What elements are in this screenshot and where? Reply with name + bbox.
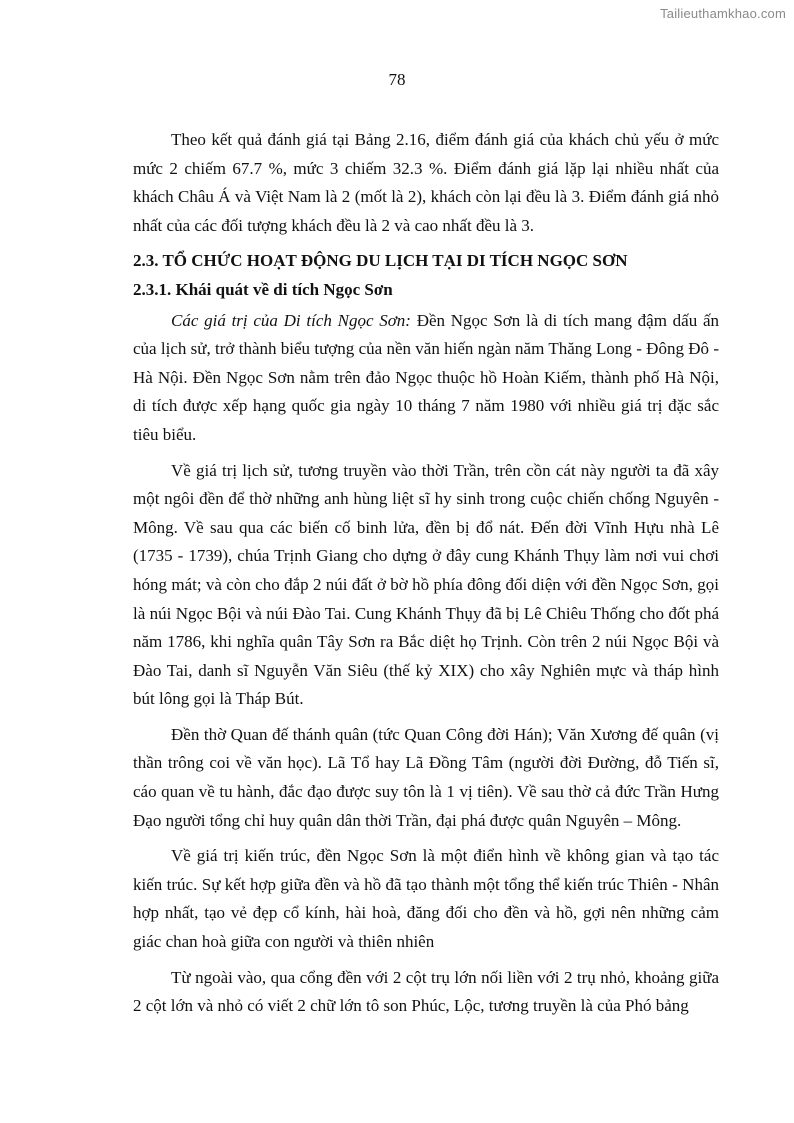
- subsection-heading: 2.3.1. Khái quát về di tích Ngọc Sơn: [133, 279, 393, 299]
- paragraph-architectural-value: Về giá trị kiến trúc, đền Ngọc Sơn là một điển hình về không gian và tạo tác kiến trúc. Sự kết hợp giữa đền và hồ đã tạo thành một tổng thể kiến trúc Thiên - Nhân hợp nhất, tạo vẻ đẹp cổ kính, hài hoà, đăng đối cho đền và hồ, gợi nên những cảm giác chan hoà giữa con người và thiên nhiên: [133, 846, 719, 952]
- page-number: 78: [388, 70, 406, 89]
- document-body: [133, 126, 719, 1028]
- paragraph-site-values: [133, 307, 719, 450]
- paragraph-body-text: Đền Ngọc Sơn là di tích mang đậm dấu ấn của lịch sử, trở thành biểu tượng của nền văn hiến ngàn năm Thăng Long - Đông Đô - Hà Nội. Đền Ngọc Sơn nằm trên đảo Ngọc thuộc hồ Hoàn Kiếm, thành phố Hà Nội, di tích được xếp hạng quốc gia ngày 10 tháng 7 năm 1980 với nhiều giá trị đặc sắc tiêu biểu.: [133, 310, 720, 444]
- paragraph-worshipped-figures: Đền thờ Quan đế thánh quân (tức Quan Công đời Hán); Văn Xương đế quân (vị thần trông coi về văn học). Lã Tổ hay Lã Đồng Tâm (người đời Đường, đỗ Tiến sĩ, cáo quan về tu hành, đắc đạo được suy tôn là 1 vị tiên). Về sau thờ cả đức Trần Hưng Đạo người tổng chỉ huy quân dân thời Trần, đại phá được quân Nguyên – Mông.: [133, 724, 719, 830]
- section-heading: 2.3. TỔ CHỨC HOẠT ĐỘNG DU LỊCH TẠI DI TÍCH NGỌC SƠN: [133, 251, 628, 271]
- paragraph-temple-gate: Từ ngoài vào, qua cổng đền với 2 cột trụ lớn nối liền với 2 trụ nhỏ, khoảng giữa 2 cột lớn và nhỏ có viết 2 chữ lớn tô son Phúc, Lộc, tương truyền là của Phó bảng: [133, 967, 719, 1016]
- paragraph-evaluation-summary: Theo kết quả đánh giá tại Bảng 2.16, điểm đánh giá của khách chủ yếu ở mức mức 2 chiếm 67.7 %, mức 3 chiếm 32.3 %. Điểm đánh giá lặp lại nhiều nhất của khách Châu Á và Việt Nam là 2 (mốt là 2), khách còn lại đều là 3. Điểm đánh giá nhỏ nhất của các đối tượng khách đều là 2 và cao nhất đều là 3.: [133, 130, 719, 235]
- watermark-text: Tailieuthamkhao.com: [660, 6, 786, 21]
- paragraph-lead-italic: Các giá trị của Di tích Ngọc Sơn:: [171, 310, 411, 330]
- paragraph-historical-value: Về giá trị lịch sử, tương truyền vào thời Trần, trên cồn cát này người ta đã xây một ngôi đền để thờ những anh hùng liệt sĩ hy sinh trong cuộc chiến chống Nguyên - Mông. Về sau qua các biến cố binh lửa, đền bị đổ nát. Đến đời Vĩnh Hựu nhà Lê (1735 - 1739), chúa Trịnh Giang cho dựng ở đây cung Khánh Thụy làm nơi vui chơi hóng mát; và còn cho đắp 2 núi đất ở bờ hồ phía đông đối diện với đền Ngọc Sơn, gọi là núi Ngọc Bội và núi Đào Tai. Cung Khánh Thụy đã bị Lê Chiêu Thống cho đốt phá năm 1786, khi nghĩa quân Tây Sơn ra Bắc diệt họ Trịnh. Còn trên 2 núi Ngọc Bội và Đào Tai, danh sĩ Nguyễn Văn Siêu (thế kỷ XIX) cho xây Nghiên mực và tháp hình bút lông gọi là Tháp Bút.: [133, 460, 719, 709]
